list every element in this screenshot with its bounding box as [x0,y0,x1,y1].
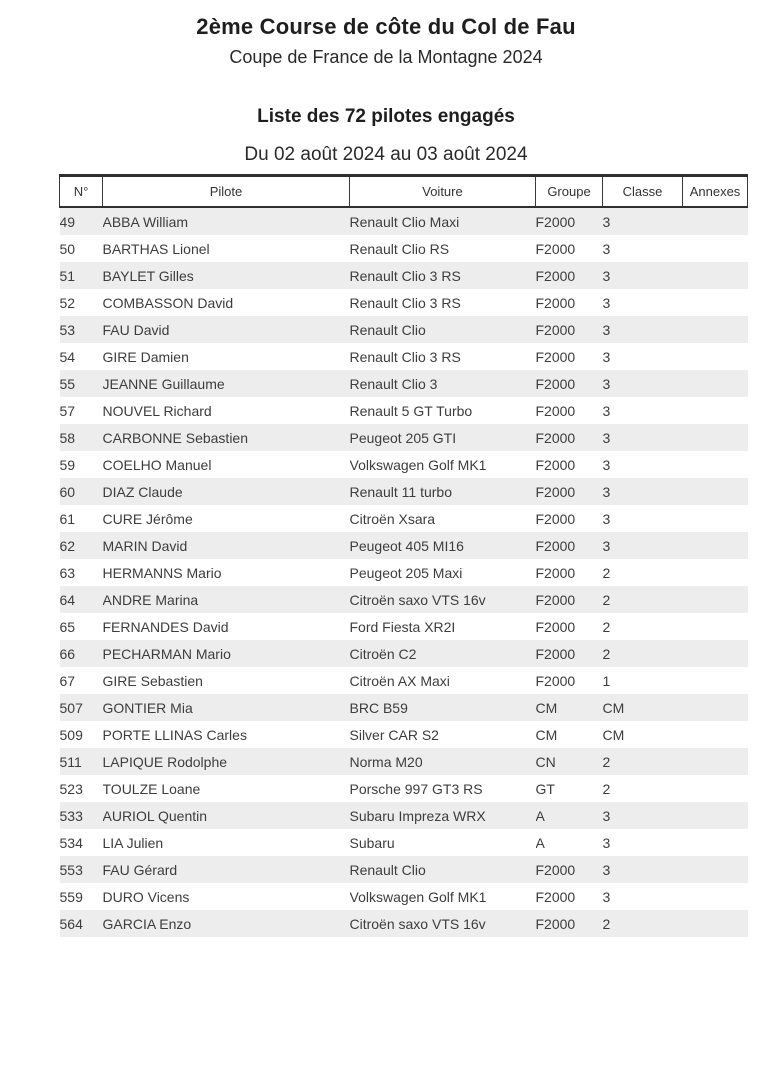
cell-num: 534 [59,834,83,851]
column-header-pilote: Pilote [103,176,350,208]
cell-classe: 3 [602,483,611,500]
table-row [60,694,748,721]
table-row [60,883,748,910]
cell-num: 60 [59,483,76,500]
table-row [60,640,748,667]
cell-pilote: CURE Jérôme [102,510,193,527]
cell-voiture: Norma M20 [349,753,423,770]
cell-annexes [683,397,748,424]
cell-annexes [683,883,748,910]
event-title: 2ème Course de côte du Col de Fau [196,14,576,39]
cell-groupe: F2000 [535,618,576,635]
cell-num: 533 [59,807,83,824]
cell-pilote: JEANNE Guillaume [102,375,225,392]
cell-num: 509 [59,726,83,743]
pilots-table-header [60,176,748,208]
pilots-table-body [60,207,748,937]
cell-annexes [683,586,748,613]
cell-voiture: Citroën Xsara [349,510,436,527]
cell-annexes [683,856,748,883]
cell-voiture: Renault Clio 3 [349,375,438,392]
cell-groupe: CM [535,726,558,743]
cell-num: 65 [59,618,76,635]
cell-voiture: Silver CAR S2 [349,726,439,743]
table-row [60,424,748,451]
cell-classe: 3 [602,321,611,338]
cell-annexes [683,343,748,370]
cell-pilote: FAU David [102,321,170,338]
cell-classe: 3 [602,834,611,851]
cell-pilote: AURIOL Quentin [102,807,208,824]
cell-voiture: Renault 11 turbo [349,483,452,500]
cell-pilote: ABBA William [102,213,189,230]
header-row [60,176,748,208]
cell-num: 53 [59,321,76,338]
table-row [60,586,748,613]
table-row [60,721,748,748]
cell-groupe: F2000 [535,591,576,608]
cell-voiture: Volkswagen Golf MK1 [349,888,487,905]
cell-classe: 3 [602,267,611,284]
cell-classe: 3 [602,861,611,878]
cell-annexes [683,235,748,262]
cell-pilote: HERMANNS Mario [102,564,222,581]
cell-annexes [683,262,748,289]
cell-groupe: F2000 [535,456,576,473]
cell-annexes [683,505,748,532]
cell-pilote: FERNANDES David [102,618,229,635]
table-row [60,910,748,937]
cell-groupe: F2000 [535,267,576,284]
cell-num: 50 [59,240,76,257]
cell-voiture: Peugeot 205 Maxi [349,564,463,581]
cell-pilote: LAPIQUE Rodolphe [102,753,228,770]
table-row [60,397,748,424]
table-row [60,667,748,694]
cell-num: 57 [59,402,76,419]
cell-voiture: BRC B59 [349,699,408,716]
cell-groupe: F2000 [535,348,576,365]
table-row [60,235,748,262]
event-subtitle: Coupe de France de la Montagne 2024 [229,47,543,67]
cell-num: 66 [59,645,76,662]
cell-pilote: GIRE Sebastien [102,672,203,689]
cell-num: 64 [59,591,76,608]
cell-classe: 2 [602,618,611,635]
cell-groupe: F2000 [535,645,576,662]
table-row [60,613,748,640]
cell-num: 58 [59,429,76,446]
cell-classe: 3 [602,429,611,446]
table-row [60,262,748,289]
cell-pilote: GIRE Damien [102,348,189,365]
cell-voiture: Renault Clio RS [349,240,450,257]
table-row [60,451,748,478]
cell-groupe: F2000 [535,888,576,905]
cell-classe: 1 [602,672,611,689]
cell-annexes [683,559,748,586]
cell-pilote: CARBONNE Sebastien [102,429,249,446]
cell-voiture: Renault Clio 3 RS [349,348,461,365]
cell-num: 55 [59,375,76,392]
cell-groupe: F2000 [535,321,576,338]
cell-annexes [683,424,748,451]
cell-classe: 3 [602,510,611,527]
cell-pilote: COMBASSON David [102,294,234,311]
cell-voiture: Subaru Impreza WRX [349,807,486,824]
cell-classe: 3 [602,348,611,365]
table-row [60,343,748,370]
table-row [60,748,748,775]
table-row [60,316,748,343]
table-row [60,829,748,856]
cell-classe: 2 [602,780,611,797]
cell-groupe: F2000 [535,294,576,311]
cell-classe: 3 [602,888,611,905]
cell-annexes [683,640,748,667]
cell-annexes [683,207,748,235]
cell-voiture: Volkswagen Golf MK1 [349,456,487,473]
cell-groupe: A [535,807,545,824]
cell-voiture: Subaru [349,834,395,851]
cell-num: 61 [59,510,76,527]
cell-annexes [683,721,748,748]
column-header-classe: Classe [603,176,683,208]
cell-annexes [683,532,748,559]
event-date-range: Du 02 août 2024 au 03 août 2024 [244,144,528,165]
cell-annexes [683,667,748,694]
cell-annexes [683,289,748,316]
cell-groupe: CN [535,753,556,770]
cell-classe: 3 [602,456,611,473]
cell-voiture: Peugeot 205 GTI [349,429,457,446]
cell-num: 54 [59,348,76,365]
cell-voiture: Citroën AX Maxi [349,672,450,689]
table-row [60,775,748,802]
cell-voiture: Renault Clio 3 RS [349,294,461,311]
cell-num: 523 [59,780,83,797]
cell-num: 63 [59,564,76,581]
cell-num: 553 [59,861,83,878]
cell-annexes [683,775,748,802]
cell-num: 559 [59,888,83,905]
cell-pilote: PECHARMAN Mario [102,645,231,662]
cell-classe: 3 [602,537,611,554]
cell-pilote: COELHO Manuel [102,456,212,473]
cell-num: 564 [59,915,83,932]
cell-classe: 2 [602,591,611,608]
cell-groupe: F2000 [535,861,576,878]
cell-annexes [683,451,748,478]
cell-classe: 3 [602,807,611,824]
cell-groupe: F2000 [535,429,576,446]
cell-annexes [683,829,748,856]
cell-pilote: BARTHAS Lionel [102,240,210,257]
cell-groupe: F2000 [535,510,576,527]
cell-voiture: Renault Clio Maxi [349,213,460,230]
cell-groupe: F2000 [535,402,576,419]
cell-voiture: Citroën saxo VTS 16v [349,591,486,608]
cell-voiture: Ford Fiesta XR2I [349,618,456,635]
cell-groupe: CM [535,699,558,716]
cell-classe: CM [602,726,625,743]
entry-list-title: Liste des 72 pilotes engagés [257,106,515,127]
cell-groupe: F2000 [535,213,576,230]
cell-pilote: BAYLET Gilles [102,267,194,284]
table-row [60,802,748,829]
cell-voiture: Renault Clio [349,321,426,338]
table-row [60,505,748,532]
cell-pilote: TOULZE Loane [102,780,201,797]
cell-groupe: F2000 [535,240,576,257]
column-header-annexes: Annexes [683,176,748,208]
cell-classe: 3 [602,375,611,392]
cell-groupe: F2000 [535,564,576,581]
cell-voiture: Citroën saxo VTS 16v [349,915,486,932]
cell-voiture: Citroën C2 [349,645,417,662]
cell-pilote: ANDRE Marina [102,591,199,608]
cell-pilote: MARIN David [102,537,188,554]
cell-annexes [683,613,748,640]
cell-classe: 3 [602,213,611,230]
cell-classe: 2 [602,915,611,932]
pilots-table [59,174,748,937]
cell-pilote: DIAZ Claude [102,483,183,500]
cell-num: 49 [59,213,76,230]
cell-groupe: F2000 [535,375,576,392]
table-row [60,532,748,559]
cell-groupe: F2000 [535,915,576,932]
column-header-groupe: Groupe [536,176,603,208]
cell-classe: 2 [602,564,611,581]
cell-pilote: PORTE LLINAS Carles [102,726,247,743]
cell-annexes [683,748,748,775]
column-header-voiture: Voiture [350,176,536,208]
cell-groupe: F2000 [535,672,576,689]
cell-voiture: Peugeot 405 MI16 [349,537,464,554]
cell-groupe: A [535,834,545,851]
cell-num: 67 [59,672,76,689]
column-header-num: N° [60,176,103,208]
cell-num: 511 [59,753,82,770]
cell-pilote: DURO Vicens [102,888,190,905]
table-row [60,207,748,235]
table-row [60,370,748,397]
table-row [60,478,748,505]
cell-classe: CM [602,699,625,716]
cell-annexes [683,316,748,343]
cell-groupe: GT [535,780,555,797]
cell-pilote: FAU Gérard [102,861,178,878]
table-row [60,856,748,883]
cell-voiture: Porsche 997 GT3 RS [349,780,483,797]
cell-num: 62 [59,537,76,554]
cell-classe: 3 [602,402,611,419]
cell-num: 59 [59,456,76,473]
cell-pilote: GONTIER Mia [102,699,193,716]
cell-num: 52 [59,294,76,311]
cell-num: 51 [59,267,76,284]
cell-groupe: F2000 [535,537,576,554]
table-row [60,559,748,586]
cell-annexes [683,802,748,829]
cell-num: 507 [59,699,83,716]
cell-classe: 3 [602,294,611,311]
document-header [0,0,772,166]
table-row [60,289,748,316]
cell-classe: 2 [602,645,611,662]
cell-annexes [683,370,748,397]
cell-annexes [683,694,748,721]
cell-pilote: GARCIA Enzo [102,915,192,932]
cell-annexes [683,478,748,505]
cell-pilote: LIA Julien [102,834,164,851]
cell-voiture: Renault 5 GT Turbo [349,402,473,419]
cell-classe: 2 [602,753,611,770]
cell-pilote: NOUVEL Richard [102,402,212,419]
cell-annexes [683,910,748,937]
cell-groupe: F2000 [535,483,576,500]
cell-voiture: Renault Clio [349,861,426,878]
cell-voiture: Renault Clio 3 RS [349,267,461,284]
cell-classe: 3 [602,240,611,257]
